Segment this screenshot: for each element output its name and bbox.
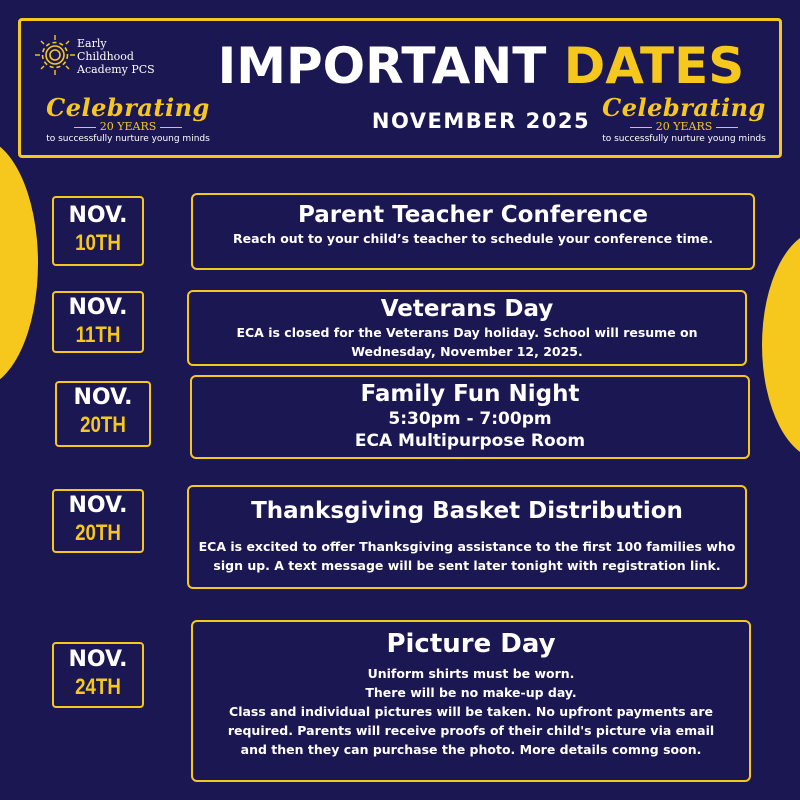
date-month: NOV. [68, 295, 128, 320]
date-month: NOV. [68, 493, 128, 518]
date-month: NOV. [68, 203, 128, 228]
celebrating-text: Celebrating [46, 93, 210, 122]
event-description-line: There will be no make-up day. [365, 685, 577, 700]
page-title [201, 37, 761, 95]
date-badge [52, 642, 144, 708]
date-day: 11TH [75, 322, 121, 347]
date-badge [52, 196, 144, 266]
date-day: 24TH [75, 674, 121, 699]
title-dates: DATES [563, 37, 745, 95]
header-banner [18, 18, 782, 158]
event-description-line: Wednesday, November 12, 2025. [351, 344, 583, 359]
event-description-line: ECA is closed for the Veterans Day holiday. School will resume on [236, 325, 698, 340]
date-month: NOV. [73, 385, 133, 410]
event-title: Thanksgiving Basket Distribution [251, 498, 683, 524]
celebrating-text: Celebrating [602, 93, 766, 122]
event-card [190, 375, 750, 459]
event-description-line: Class and individual pictures will be taken. No upfront payments are [229, 704, 713, 719]
celebrating-badge-right [599, 93, 769, 144]
tagline-text: to successfully nurture young minds [602, 134, 766, 144]
eca-logo [33, 31, 183, 91]
years-text: 20 YEARS [33, 120, 223, 133]
date-badge [55, 381, 151, 447]
event-card [191, 193, 755, 270]
date-day: 20TH [75, 520, 121, 545]
event-card [191, 620, 751, 782]
event-time: 5:30pm - 7:00pm [388, 409, 552, 429]
title-important: IMPORTANT [217, 37, 564, 95]
event-title: Family Fun Night [360, 381, 580, 407]
event-description-line: required. Parents will receive proofs of their child's picture via email [227, 723, 715, 738]
event-location: ECA Multipurpose Room [354, 431, 586, 451]
event-title: Parent Teacher Conference [298, 202, 648, 228]
logo-text [77, 37, 155, 76]
event-description: Reach out to your child’s teacher to schedule your conference time. [233, 231, 713, 246]
event-description-line: sign up. A text message will be sent later tonight with registration link. [213, 558, 721, 573]
event-description-line: ECA is excited to offer Thanksgiving assistance to the first 100 families who [198, 539, 736, 554]
date-month: NOV. [68, 647, 128, 672]
logo-line-2: Childhood [77, 50, 134, 63]
date-badge [52, 489, 144, 553]
logo-line-1: Early [77, 37, 107, 50]
sun-swirl-icon [33, 31, 77, 83]
event-card [187, 485, 747, 589]
event-description-line: Uniform shirts must be worn. [367, 666, 575, 681]
date-badge [52, 291, 144, 353]
celebrating-badge-left [33, 93, 223, 144]
event-title: Veterans Day [380, 296, 554, 322]
years-text: 20 YEARS [599, 120, 769, 133]
event-title: Picture Day [386, 629, 556, 659]
event-description-line: and then they can purchase the photo. More details comng soon. [240, 742, 702, 757]
event-card [187, 290, 747, 366]
tagline-text: to successfully nurture young minds [46, 134, 210, 144]
logo-line-3: Academy PCS [77, 63, 155, 76]
date-day: 20TH [80, 412, 126, 437]
date-day: 10TH [75, 230, 121, 255]
decorative-circle-left [0, 138, 38, 388]
month-label: NOVEMBER 2025 [371, 109, 591, 133]
decorative-circle-right [762, 230, 800, 460]
